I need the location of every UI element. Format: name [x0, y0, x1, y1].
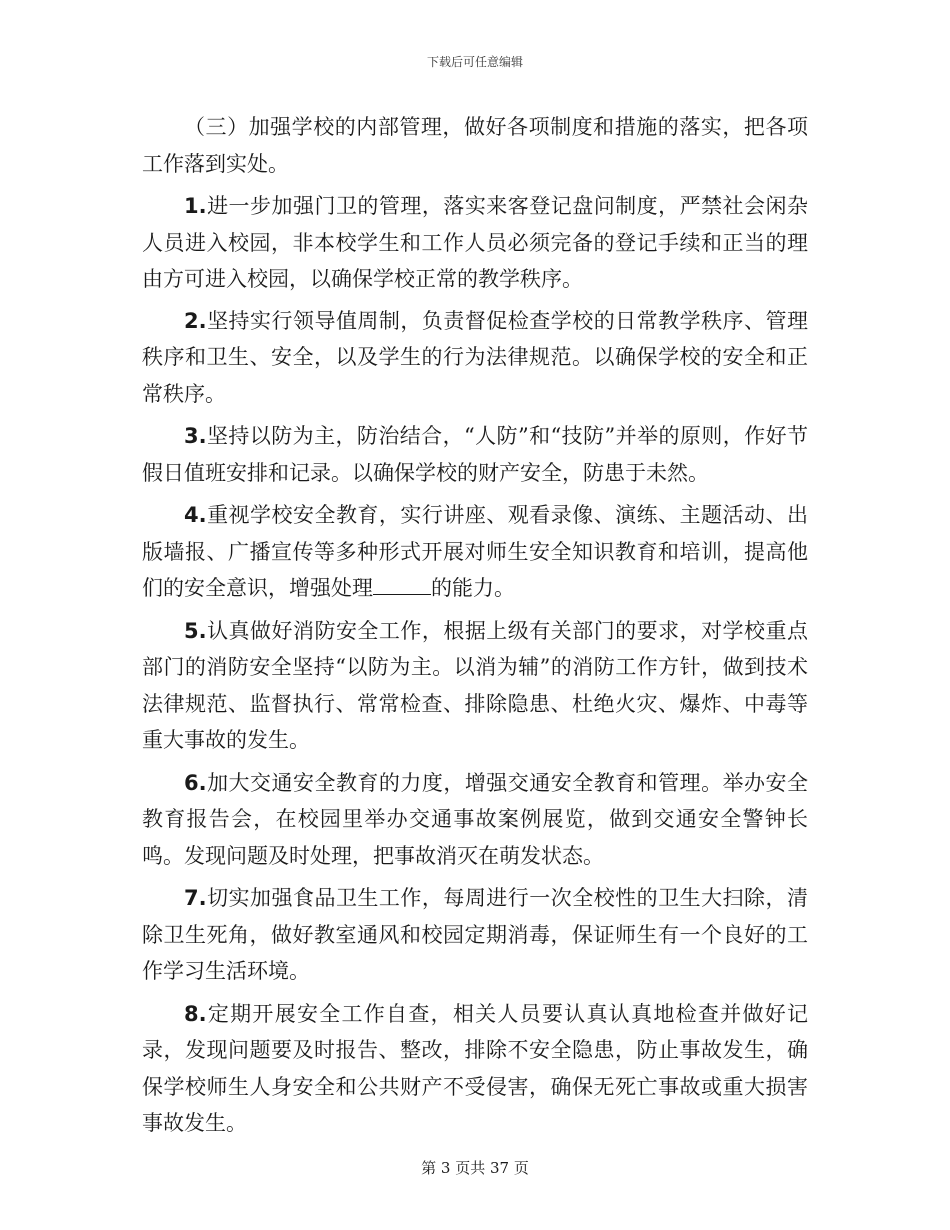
paragraph-text: 切实加强食品卫生工作，每周进行一次全校性的卫生大扫除，清除卫生死角，做好教室通风和校园定期消毒，保证师生有一个良好的工作学习生活环境。: [142, 886, 808, 983]
paragraph-item-8: [142, 996, 808, 1142]
item-number: 4.: [184, 503, 207, 527]
paragraph-text: 重视学校安全教育，实行讲座、观看录像、演练、主题活动、出版墙报、广播宣传等多种形式开展对师生安全知识教育和培训，提高他们的安全意识，增强处理: [142, 503, 808, 600]
page-number-footer: 第 3 页共 37 页: [421, 1159, 529, 1177]
paragraph-item-1: [142, 188, 808, 298]
paragraph-item-6: [142, 765, 808, 875]
paragraph-text: 进一步加强门卫的管理，落实来客登记盘问制度，严禁社会闲杂人员进入校园，非本校学生和工作人员必须完备的登记手续和正当的理由方可进入校园，以确保学校正常的教学秩序。: [142, 194, 808, 291]
paragraph-text-after-blank: 的能力。: [431, 576, 515, 600]
paragraph-text: 加大交通安全教育的力度，增强交通安全教育和管理。举办安全教育报告会，在校园里举办交通事故案例展览，做到交通安全警钟长鸣。发现问题及时处理，把事故消灭在萌发状态。: [142, 770, 808, 868]
paragraph-item-5: [142, 613, 808, 759]
paragraph-text: （三）加强学校的内部管理，做好各项制度和措施的落实，把各项工作落到实处。: [142, 115, 808, 176]
item-number: 1.: [184, 194, 207, 218]
item-number: 5.: [184, 618, 207, 643]
paragraph-text: 坚持以防为主，防治结合，“人防”和“技防”并举的原则，作好节假日值班安排和记录。以确保学校的财产安全，防患于未然。: [142, 424, 808, 485]
item-number: 6.: [184, 770, 207, 795]
paragraph-item-4: [142, 497, 808, 607]
paragraph-section-3: [142, 109, 808, 182]
paragraph-item-2: [142, 303, 808, 413]
page-header-note: 下载后可任意编辑: [426, 55, 523, 69]
fill-in-blank: [373, 572, 431, 595]
paragraph-text: 认真做好消防安全工作，根据上级有关部门的要求，对学校重点部门的消防安全坚持“以防为主。以消为辅”的消防工作方针，做到技术法律规范、监督执行、常常检查、排除隐患、杜绝火灾、爆炸、中毒等重大事故的发生。: [142, 618, 808, 752]
paragraph-item-7: [142, 880, 808, 990]
item-number: 7.: [184, 886, 207, 910]
paragraph-text: 定期开展安全工作自查，相关人员要认真认真地检查并做好记录，发现问题要及时报告、整改，排除不安全隐患，防止事故发生，确保学校师生人身安全和公共财产不受侵害，确保无死亡事故或重大损害事故发生。: [142, 1001, 808, 1135]
item-number: 2.: [184, 308, 207, 333]
item-number: 3.: [184, 424, 207, 448]
paragraph-item-3: [142, 418, 808, 491]
document-body: [142, 109, 808, 1142]
paragraph-text: 坚持实行领导值周制，负责督促检查学校的日常教学秩序、管理秩序和卫生、安全，以及学生的行为法律规范。以确保学校的安全和正常秩序。: [142, 308, 808, 406]
item-number: 8.: [184, 1001, 207, 1026]
